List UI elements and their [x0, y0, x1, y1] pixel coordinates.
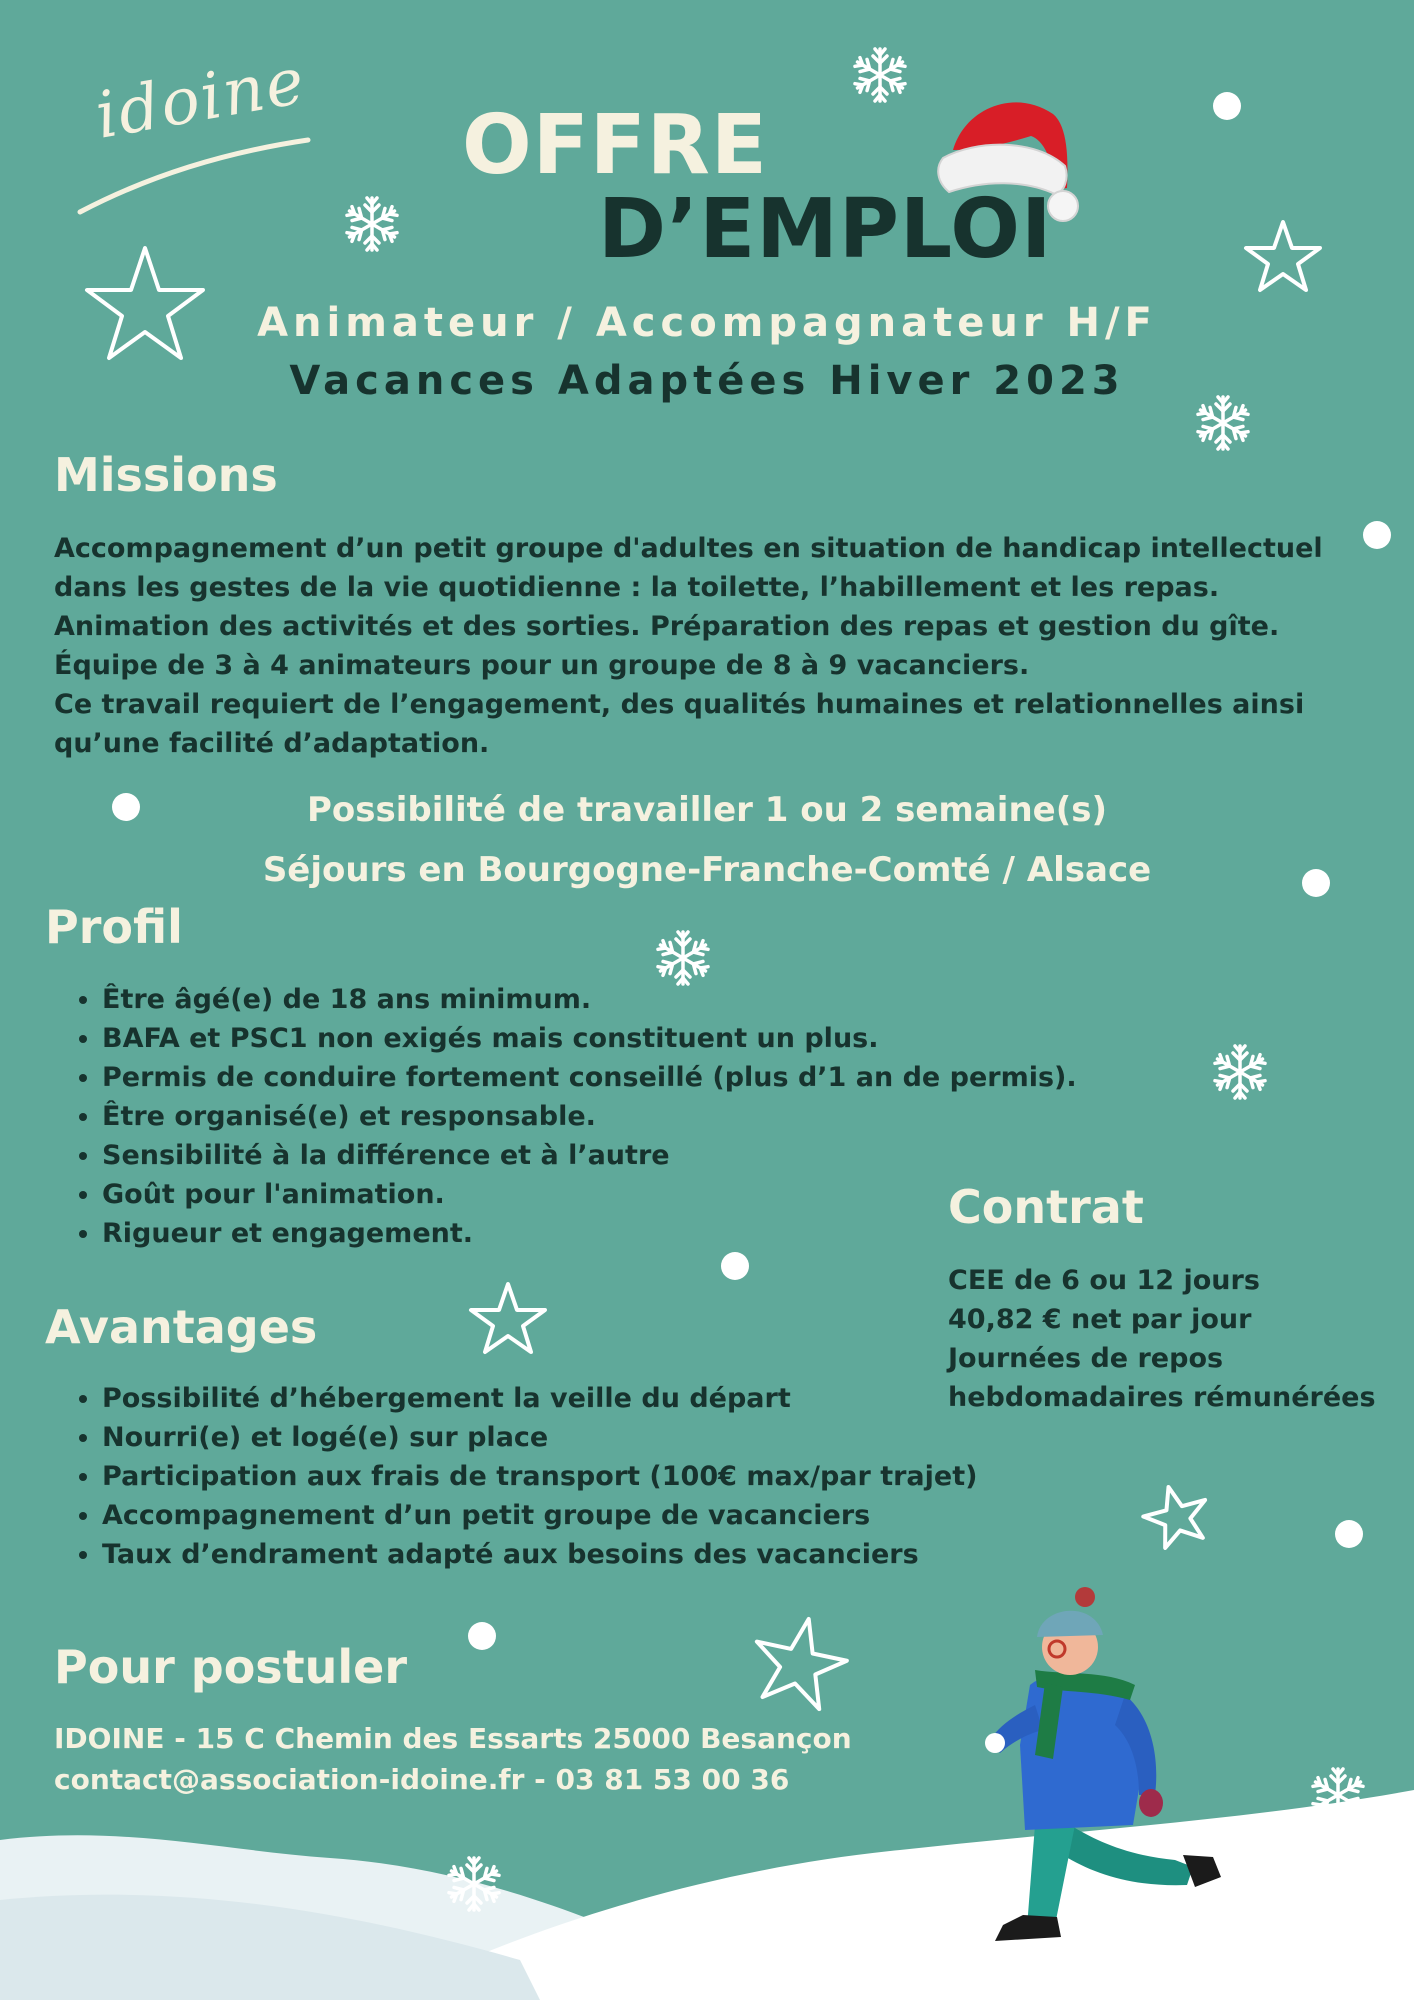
- snowflake-icon: [657, 932, 709, 984]
- snowflake-icon: [1197, 397, 1249, 449]
- star-icon: [746, 1609, 854, 1712]
- snow-dot: [1213, 92, 1241, 120]
- contrat-line: CEE de 6 ou 12 jours: [948, 1265, 1260, 1296]
- profil-heading: Profil: [45, 900, 183, 954]
- list-item: • Permis de conduire fortement conseillé (plus d’1 an de permis).: [102, 1058, 1102, 1097]
- list-item: • Être organisé(e) et responsable.: [102, 1097, 1102, 1136]
- contrat-line: Journées de repos: [948, 1343, 1224, 1374]
- subtitle-line2: Vacances Adaptées Hiver 2023: [289, 358, 1125, 404]
- list-item: • Participation aux frais de transport (100€ max/par trajet): [102, 1457, 1102, 1496]
- avantages-list: [46, 1379, 1102, 1574]
- org-name: IDOINE: [54, 1722, 165, 1755]
- list-item: • Possibilité d’hébergement la veille du départ: [102, 1379, 1102, 1418]
- postuler-heading: Pour postuler: [54, 1640, 408, 1694]
- snowflake-icon: [854, 49, 906, 101]
- list-item: • Goût pour l'animation.: [102, 1175, 1102, 1214]
- star-icon: [1246, 222, 1320, 290]
- missions-line: Ce travail requiert de l’engagement, des qualités humaines et relationnelles ainsi: [54, 689, 1305, 720]
- avantages-heading: Avantages: [45, 1300, 318, 1354]
- list-item: • Nourri(e) et logé(e) sur place: [102, 1418, 1102, 1457]
- missions-line: Équipe de 3 à 4 animateurs pour un groupe de 8 à 9 vacanciers.: [54, 650, 1030, 681]
- postuler-contact[interactable]: contact@association-idoine.fr - 03 81 53 00 36: [54, 1763, 790, 1796]
- snowflake-icon: [1214, 1046, 1266, 1098]
- logo-idoine: idoine: [90, 44, 312, 154]
- subtitle-line1: Animateur / Accompagnateur H/F: [257, 300, 1157, 346]
- list-item: • Accompagnement d’un petit groupe de vacanciers: [102, 1496, 1102, 1535]
- list-item: • Sensibilité à la différence et à l’autre: [102, 1136, 1102, 1175]
- postuler-address: [54, 1722, 852, 1755]
- contrat-heading: Contrat: [948, 1180, 1144, 1234]
- list-item: • BAFA et PSC1 non exigés mais constituent un plus.: [102, 1019, 1102, 1058]
- missions-line: qu’une facilité d’adaptation.: [54, 728, 490, 759]
- list-item: • Être âgé(e) de 18 ans minimum.: [102, 980, 1102, 1019]
- missions-highlight-2: Séjours en Bourgogne-Franche-Comté / Alsace: [262, 850, 1152, 890]
- missions-highlight-1: Possibilité de travailler 1 ou 2 semaine(s): [306, 790, 1108, 830]
- star-icon: [1138, 1479, 1215, 1552]
- list-item: • Taux d’endrament adapté aux besoins des vacanciers: [102, 1535, 1102, 1574]
- snow-dot: [1335, 1520, 1363, 1548]
- address-text: - 15 C Chemin des Essarts 25000 Besançon: [164, 1722, 852, 1755]
- snow-dot: [721, 1252, 749, 1280]
- missions-line: dans les gestes de la vie quotidienne : la toilette, l’habillement et les repas.: [54, 572, 1220, 603]
- snowflake-icon: [346, 198, 398, 250]
- star-icon: [471, 1284, 545, 1352]
- missions-line: Animation des activités et des sorties. Préparation des repas et gestion du gîte.: [54, 611, 1280, 642]
- missions-text: [54, 529, 1394, 763]
- profil-list: [46, 980, 1102, 1253]
- contrat-line: hebdomadaires rémunérées: [948, 1382, 1376, 1413]
- title-line2: D’EMPLOI: [598, 182, 1053, 277]
- list-item: • Rigueur et engagement.: [102, 1214, 1102, 1253]
- snow-dot: [468, 1622, 496, 1650]
- missions-heading: Missions: [54, 448, 278, 502]
- contrat-line: 40,82 € net par jour: [948, 1304, 1252, 1335]
- runner-illustration: [975, 1575, 1245, 1965]
- snow-hill-right: [380, 1790, 1414, 2000]
- title-line1: OFFRE: [462, 98, 768, 193]
- missions-line: Accompagnement d’un petit groupe d'adultes en situation de handicap intellectuel: [54, 533, 1323, 564]
